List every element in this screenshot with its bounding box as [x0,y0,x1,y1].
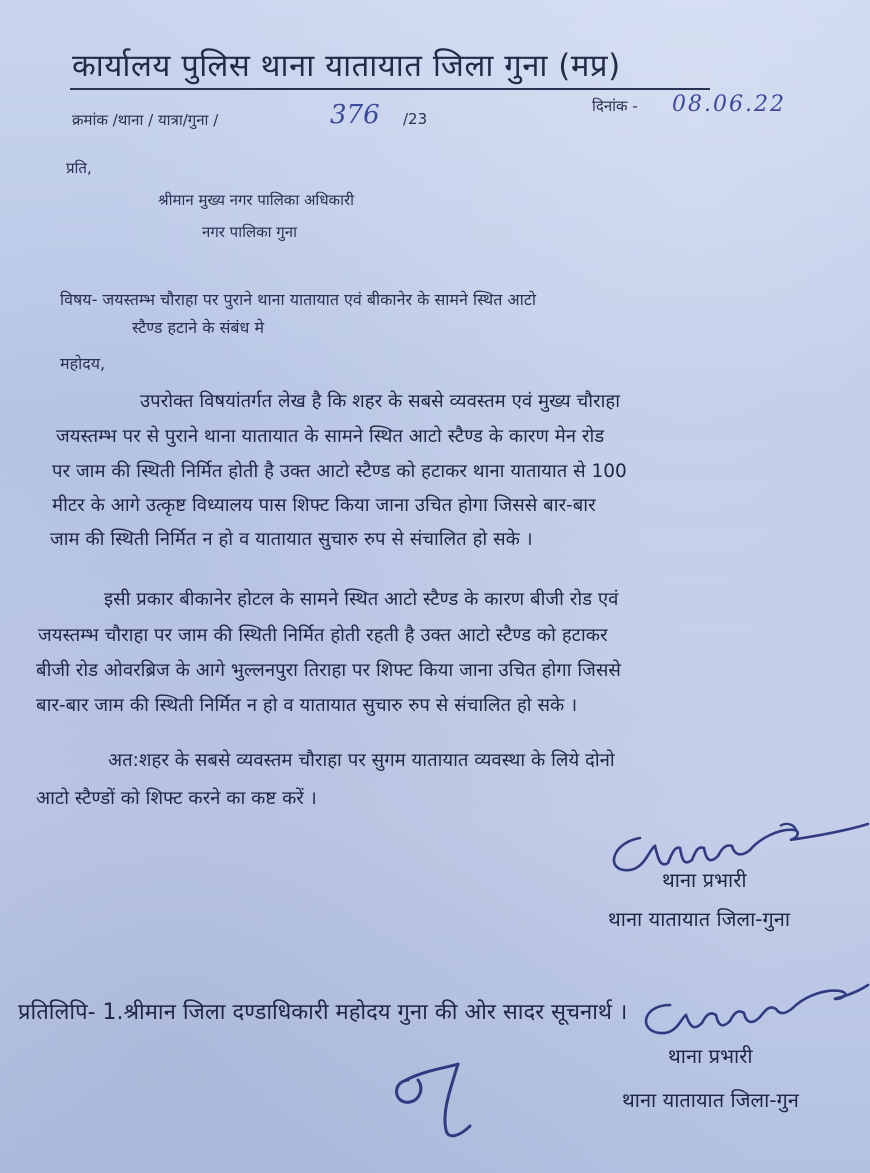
para3-line-1: अत:शहर के सबसे व्यवस्तम चौराहा पर सुगम यातायात व्यवस्था के लिये दोनो [108,750,615,771]
para1-line-3: पर जाम की स्थिती निर्मित होती है उक्त आटो स्टैण्ड को हटाकर थाना यातायात से 100 [52,461,627,482]
copy-to-line: प्रतिलिपि- 1.श्रीमान जिला दण्डाधिकारी महोदय गुना की ओर सादर सूचनार्थ । [18,1000,628,1025]
heading-underline [70,88,710,90]
handwritten-signature-2 [630,975,870,1045]
recipient-line-2: नगर पालिका गुना [202,223,297,241]
subject-line-2: स्टैण्ड हटाने के संबंध मे [132,318,265,337]
handwritten-initial-mark [386,1050,496,1150]
copy-office: थाना यातायात जिला-गुन [622,1088,799,1112]
signatory-designation: थाना प्रभारी [662,868,747,892]
reference-year: /23 [403,110,428,128]
office-heading: कार्यालय पुलिस थाना यातायात जिला गुना (मप्र) [72,48,621,84]
para1-line-2: जयस्तम्भ पर से पुराने थाना यातायात के सामने स्थित आटो स्टैण्ड के कारण मेन रोड [56,426,605,447]
date-value: 08.06.22 [672,92,786,117]
para2-line-3: बीजी रोड ओवरब्रिज के आगे भुल्लनपुरा तिराहा पर शिफ्ट किया जाना उचित होगा जिससे [36,660,621,681]
para3-line-2: आटो स्टैण्डों को शिफ्ट करने का कष्ट करें । [36,788,317,809]
recipient-to: प्रति, [66,159,92,177]
para1-line-5: जाम की स्थिती निर्मित न हो व यातायात सुचारु रुप से संचालित हो सके । [50,529,533,550]
para1-line-1: उपरोक्त विषयांतर्गत लेख है कि शहर के सबसे व्यवस्तम एवं मुख्य चौराहा [140,391,620,412]
reference-label: क्रमांक /थाना / यात्रा/गुना / [72,111,219,129]
signatory-office: थाना यातायात जिला-गुना [608,907,791,931]
para2-line-4: बार-बार जाम की स्थिती निर्मित न हो व यातायात सुचारु रुप से संचालित हो सके । [36,695,578,716]
para1-line-4: मीटर के आगे उत्कृष्ट विध्यालय पास शिफ्ट किया जाना उचित होगा जिससे बार-बार [52,495,596,516]
salutation: महोदय, [60,354,106,373]
para2-line-2: जयस्तम्भ चौराहा पर जाम की स्थिती निर्मित होती रहती है उक्त आटो स्टैण्ड को हटाकर [38,625,608,646]
para2-line-1: इसी प्रकार बीकानेर होटल के सामने स्थित आटो स्टैण्ड के कारण बीजी रोड एवं [104,589,619,610]
copy-designation: थाना प्रभारी [668,1044,753,1068]
date-label: दिनांक - [592,97,638,115]
recipient-line-1: श्रीमान मुख्य नगर पालिका अधिकारी [158,191,354,209]
subject-line-1: विषय- जयस्तम्भ चौराहा पर पुराने थाना यातायात एवं बीकानेर के सामने स्थित आटो [60,290,536,309]
reference-number: 376 [330,100,380,130]
